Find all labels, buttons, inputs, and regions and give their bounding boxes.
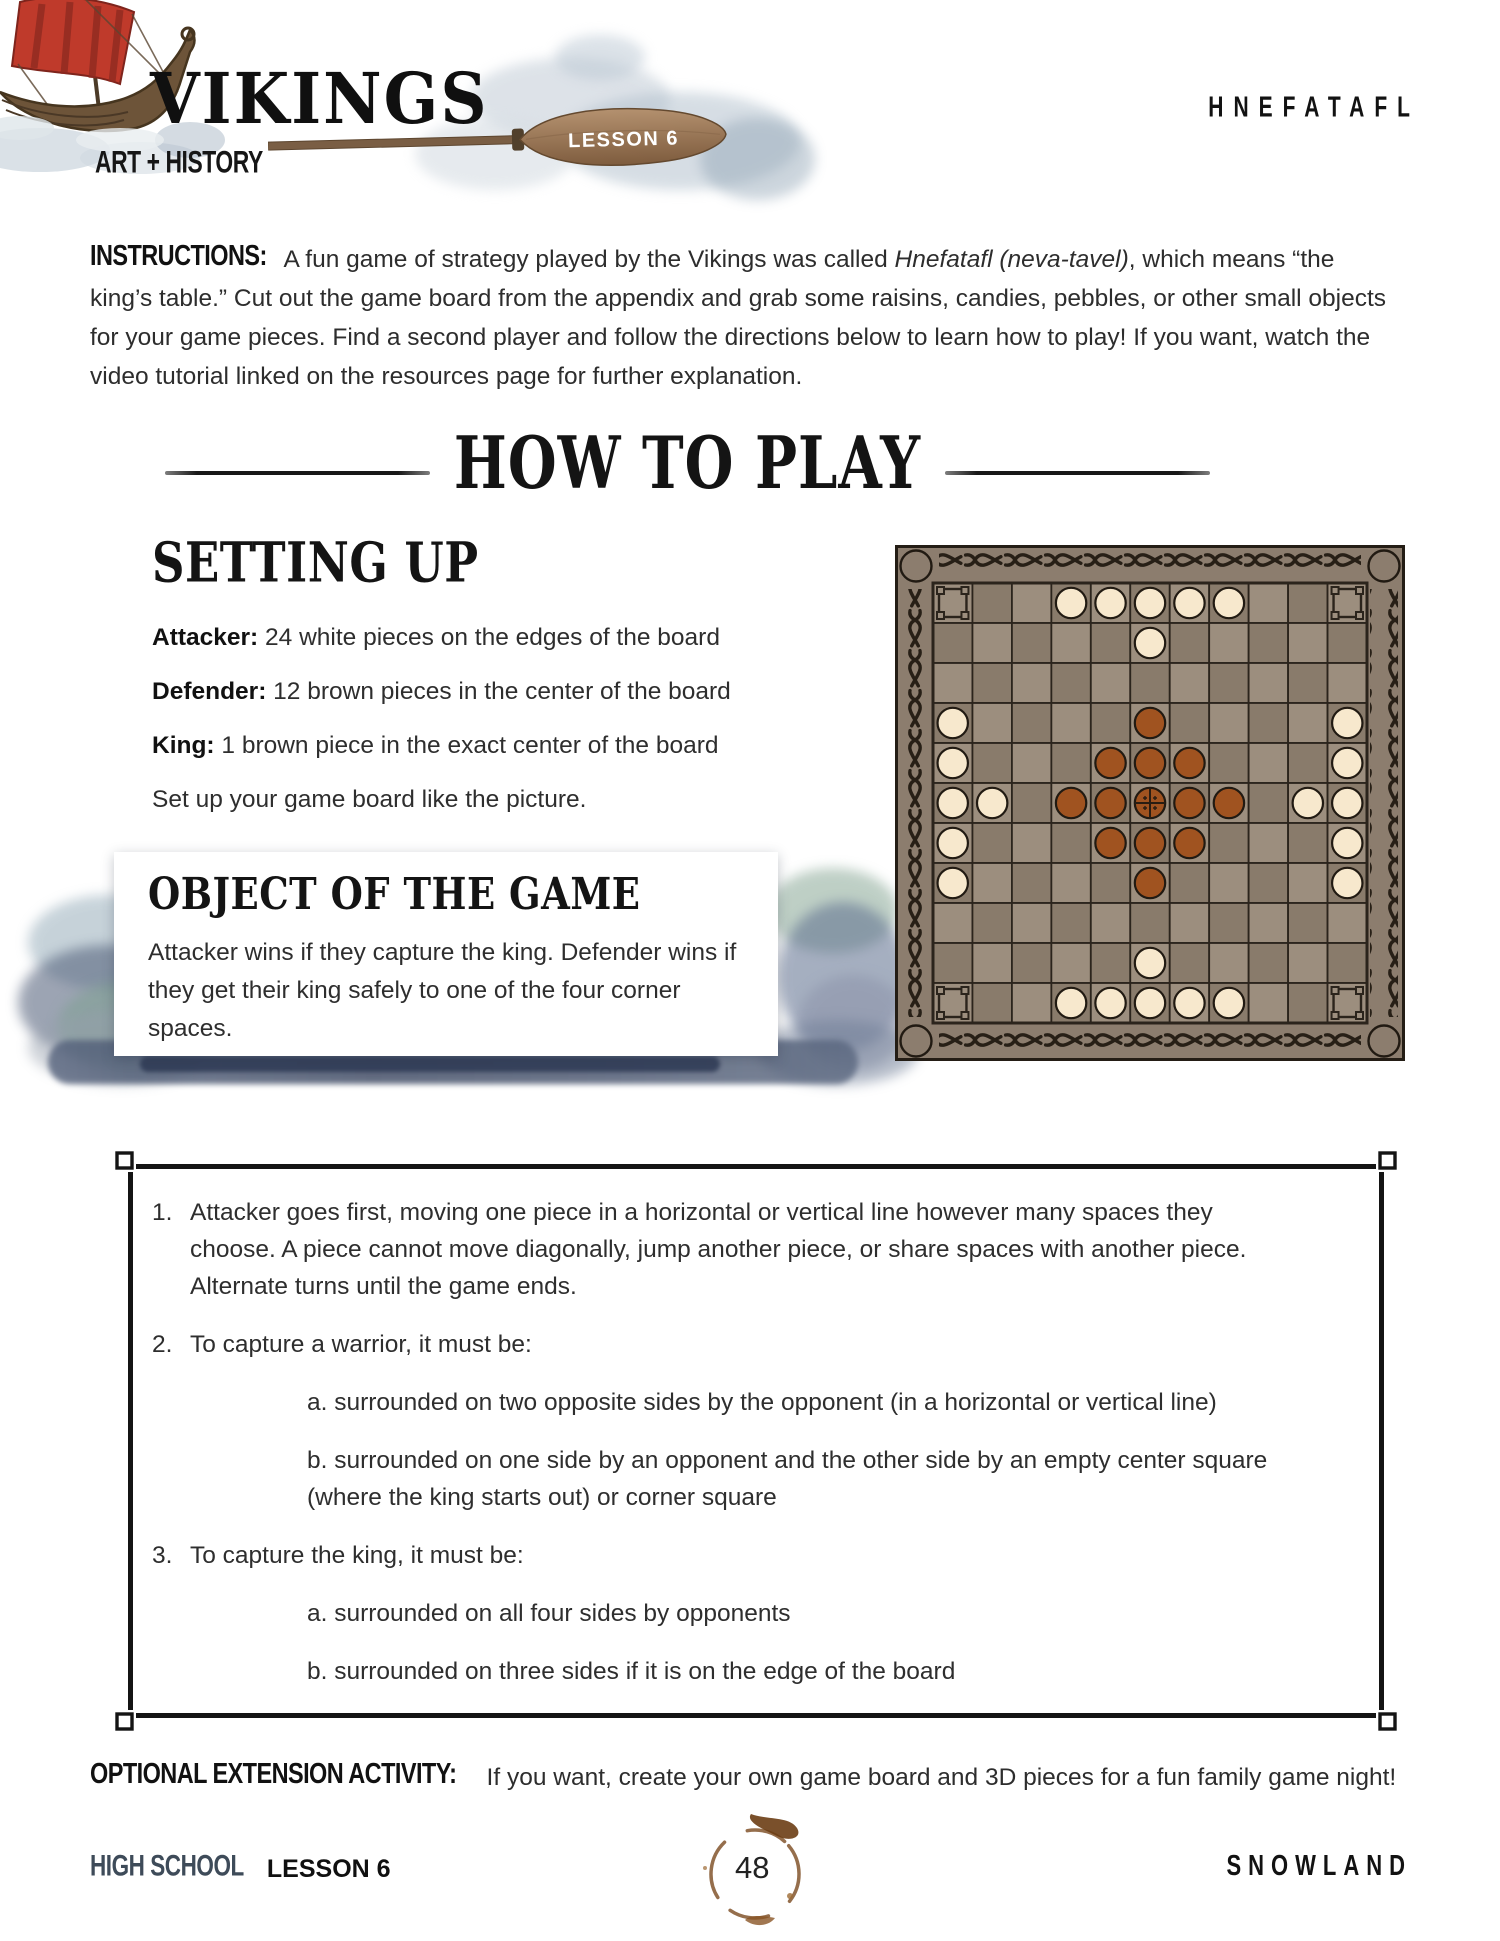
rule-2a: a. surrounded on two opposite sides by the opponent (in a horizontal or vertical line) <box>307 1389 1217 1416</box>
rule-3a: a. surrounded on all four sides by opponents <box>307 1600 791 1627</box>
rule-3-number: 3. <box>152 1542 173 1569</box>
rule-3-text: To capture the king, it must be: <box>190 1542 524 1569</box>
attacker-text: 24 white pieces on the edges of the board <box>258 624 720 651</box>
rules-box <box>112 1148 1400 1734</box>
heading-rule-left <box>165 471 430 475</box>
instructions-italic: Hnefatafl (neva-tavel) <box>894 246 1129 273</box>
lesson-badge: LESSON 6 <box>567 127 680 153</box>
setting-up-heading: SETTING UP <box>152 530 479 595</box>
setting-up-section <box>152 530 792 827</box>
corner-ornament <box>1348 1148 1400 1200</box>
rules-list <box>152 1194 1342 1690</box>
instructions-text-1: A fun game of strategy played by the Vikings was called <box>278 246 895 273</box>
rule-3 <box>152 1537 1342 1574</box>
setup-item-king <box>152 719 792 773</box>
rule-3b: b. surrounded on three sides if it is on the edge of the board <box>307 1658 956 1685</box>
header <box>0 0 1500 230</box>
rule-2 <box>152 1326 1342 1363</box>
instructions-label: INSTRUCTIONS: <box>90 239 267 273</box>
page-title: VIKINGS <box>150 58 489 141</box>
footer-left <box>90 1849 391 1884</box>
footer-school-level: HIGH SCHOOL <box>90 1849 244 1883</box>
object-of-game-text: Attacker wins if they capture the king. Defender wins if they get their king safely to one of the four corner spaces. <box>148 939 737 1042</box>
hnefatafl-board-image <box>895 545 1405 1061</box>
attacker-label: Attacker: <box>152 624 259 651</box>
object-of-game-box <box>114 852 778 1056</box>
instructions-text-2: , which means “the king’s table.” Cut out the game board from the appendix and grab some raisins, candies, pebbles, or other small objects for your game pieces. Find a second player and follow the directions below to learn how to play! If you want, watch the video tutorial linked on the resources page for further explanation. <box>90 246 1387 390</box>
setup-item-defender <box>152 665 792 719</box>
setup-item-attacker <box>152 611 792 665</box>
rule-1-number: 1. <box>152 1199 173 1226</box>
king-label: King: <box>152 732 215 759</box>
rule-2-number: 2. <box>152 1331 173 1358</box>
how-to-play-heading-row <box>165 421 1210 509</box>
extension-activity <box>90 1758 1420 1797</box>
extension-text: If you want, create your own game board and 3D pieces for a fun family game night! <box>479 1764 1397 1791</box>
footer-brand: SNOWLAND <box>1226 1849 1412 1882</box>
footer-lesson: LESSON 6 <box>266 1855 391 1883</box>
corner-ornament <box>112 1148 164 1200</box>
rule-1-text: Attacker goes first, moving one piece in a horizontal or vertical line however many spaces they choose. A piece cannot move diagonally, jump another piece, or share spaces with another piece. Alternate turns until the game ends. <box>190 1199 1247 1300</box>
corner-ornament <box>1348 1682 1400 1734</box>
king-text: 1 brown piece in the exact center of the board <box>214 732 719 759</box>
rule-1 <box>152 1194 1342 1305</box>
topic-label: HNEFATAFL <box>1208 92 1420 124</box>
defender-label: Defender: <box>152 678 267 705</box>
defender-text: 12 brown pieces in the center of the board <box>266 678 731 705</box>
rule-2-text: To capture a warrior, it must be: <box>190 1331 532 1358</box>
page-number: 48 <box>735 1850 770 1885</box>
heading-rule-right <box>945 471 1210 475</box>
extension-label: OPTIONAL EXTENSION ACTIVITY: <box>90 1757 457 1791</box>
instructions-paragraph <box>90 240 1402 396</box>
watercolor-splash <box>555 35 645 80</box>
setup-note: Set up your game board like the picture. <box>152 786 587 813</box>
oar-illustration <box>267 98 739 180</box>
rule-2b: b. surrounded on one side by an opponent and the other side by an empty center square (where the king starts out) or corner square <box>307 1447 1268 1511</box>
header-subtitle: ART + HISTORY <box>95 143 263 180</box>
object-of-game-heading: OBJECT OF THE GAME <box>148 867 641 920</box>
how-to-play-heading: HOW TO PLAY <box>453 421 922 506</box>
